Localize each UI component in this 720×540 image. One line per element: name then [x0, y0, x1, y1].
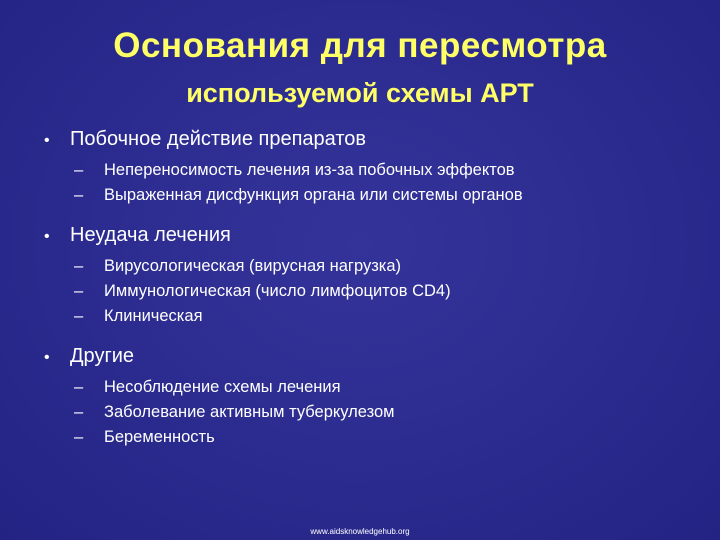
dash-marker: –: [74, 257, 84, 275]
slide-subtitle: используемой схемы АРТ: [186, 78, 534, 108]
sub-list: [74, 254, 694, 329]
section-treatment-failure: [44, 218, 694, 329]
dash-marker: –: [74, 403, 84, 421]
sub-item: [74, 158, 694, 183]
sub-list: [74, 158, 694, 208]
sub-item: [74, 425, 694, 450]
bullet-marker: •: [44, 349, 50, 366]
sub-item-label: Беременность: [104, 428, 215, 446]
sub-item-label: Выраженная дисфункция органа или системы органов: [104, 186, 523, 204]
dash-marker: –: [74, 378, 84, 396]
footer-url: www.aidsknowledgehub.org: [310, 527, 410, 536]
dash-marker: –: [74, 186, 84, 204]
dash-marker: –: [74, 282, 84, 300]
slide-title: Основания для пересмотра: [113, 26, 607, 65]
bullet-marker: •: [44, 132, 50, 149]
bullet-label: Неудача лечения: [70, 224, 231, 246]
bullet-marker: •: [44, 228, 50, 245]
bullet-list: [44, 122, 694, 460]
sub-item: [74, 254, 694, 279]
dash-marker: –: [74, 307, 84, 325]
sub-item-label: Заболевание активным туберкулезом: [104, 403, 395, 421]
sub-item-label: Клиническая: [104, 307, 203, 325]
sub-item-label: Непереносимость лечения из-за побочных эффектов: [104, 161, 515, 179]
sub-item: [74, 304, 694, 329]
sub-list: [74, 375, 694, 450]
sub-item-label: Несоблюдение схемы лечения: [104, 378, 341, 396]
dash-marker: –: [74, 161, 84, 179]
bullet-item: [44, 218, 694, 254]
dash-marker: –: [74, 428, 84, 446]
sub-item-label: Иммунологическая (число лимфоцитов CD4): [104, 282, 451, 300]
section-side-effects: [44, 122, 694, 208]
sub-item-label: Вирусологическая (вирусная нагрузка): [104, 257, 402, 275]
sub-item: [74, 400, 694, 425]
sub-item: [74, 183, 694, 208]
bullet-label: Побочное действие препаратов: [70, 128, 367, 150]
bullet-item: [44, 339, 694, 375]
sub-item: [74, 375, 694, 400]
bullet-item: [44, 122, 694, 158]
bullet-label: Другие: [70, 345, 135, 367]
sub-item: [74, 279, 694, 304]
section-other: [44, 339, 694, 450]
